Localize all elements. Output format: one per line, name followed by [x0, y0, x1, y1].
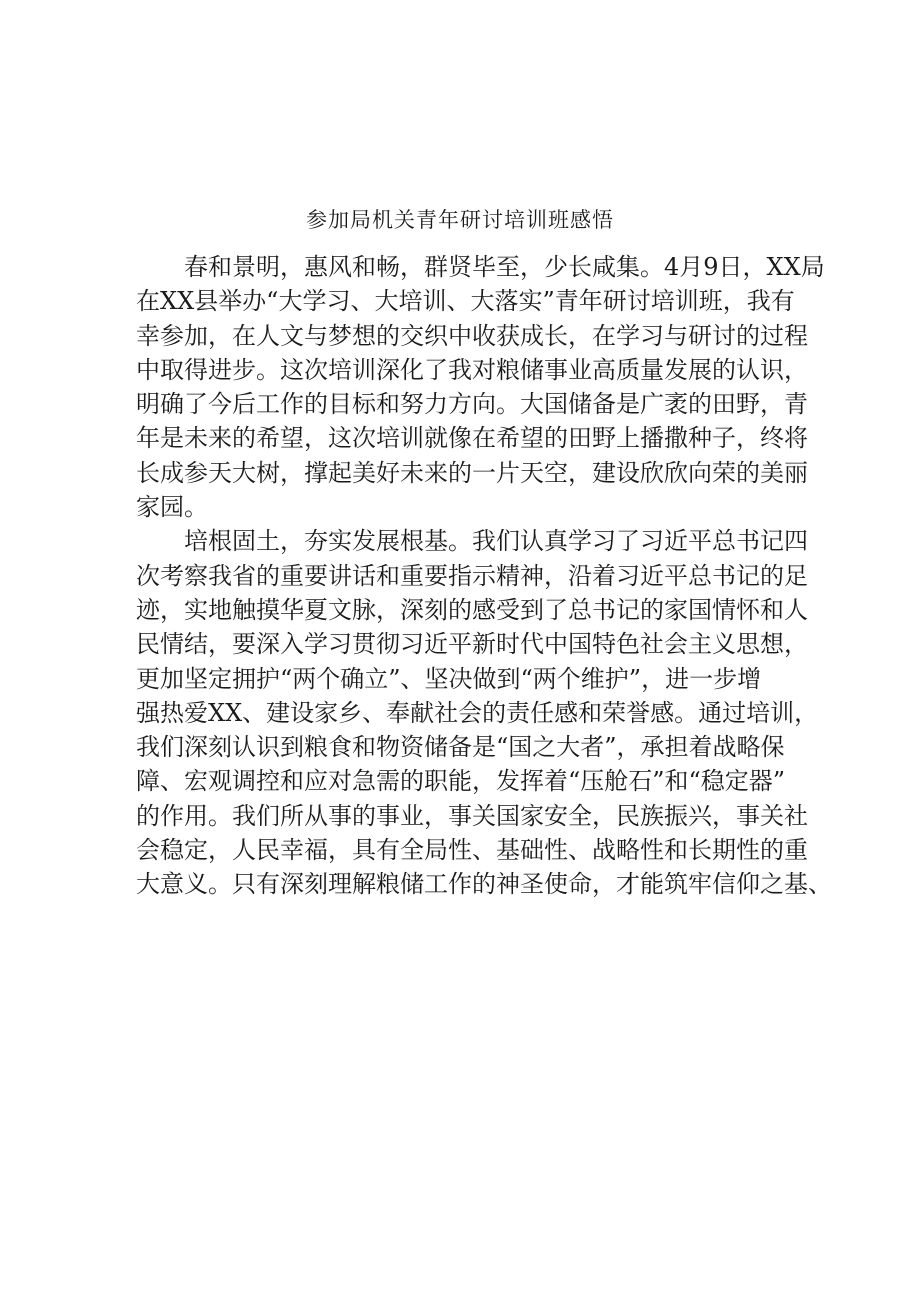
- text-line: 明确了今后工作的目标和努力方向。大国储备是广袤的田野，青: [136, 390, 808, 419]
- text-line: 年是未来的希望，这次培训就像在希望的田野上播撒种子，终将: [136, 424, 808, 453]
- text-line: 培根固土，夯实发展根基。我们认真学习了习近平总书记四: [184, 527, 808, 556]
- text-line: 的作用。我们所从事的事业，事关国家安全，民族振兴，事关社: [136, 801, 808, 830]
- text-line: 迹，实地触摸华夏文脉，深刻的感受到了总书记的家国情怀和人: [136, 595, 808, 624]
- text-line: 会稳定，人民幸福，具有全局性、基础性、战略性和长期性的重: [136, 836, 808, 865]
- text-line: 民情结，要深入学习贯彻习近平新时代中国特色社会主义思想，: [136, 630, 808, 659]
- text-line: 长成参天大树，撑起美好未来的一片天空，建设欣欣向荣的美丽: [136, 458, 808, 487]
- text-line: 中取得进步。这次培训深化了我对粮储事业高质量发展的认识，: [136, 355, 808, 384]
- text-line: 次考察我省的重要讲话和重要指示精神，沿着习近平总书记的足: [136, 561, 808, 590]
- text-line: 在XX县举办“大学习、大培训、大落实”青年研讨培训班，我有: [136, 287, 795, 316]
- text-line: 强热爱XX、建设家乡、奉献社会的责任感和荣誉感。通过培训，: [136, 698, 819, 727]
- text-line: 春和景明，惠风和畅，群贤毕至，少长咸集。4月9日，XX局: [184, 253, 825, 281]
- text-line: 幸参加，在人文与梦想的交织中收获成长，在学习与研讨的过程: [136, 321, 808, 350]
- text-line: 大意义。只有深刻理解粮储工作的神圣使命，才能筑牢信仰之基、: [136, 870, 832, 899]
- document-title: 参加局机关青年研讨培训班感悟: [306, 208, 614, 232]
- text-line: 我们深刻认识到粮食和物资储备是“国之大者”，承担着战略保: [136, 733, 785, 762]
- document-body: [136, 250, 832, 902]
- paragraph-2: [136, 524, 832, 901]
- text-line: 障、宏观调控和应对急需的职能，发挥着“压舱石”和“稳定器”: [136, 767, 786, 796]
- text-line: 更加坚定拥护“两个确立”、坚决做到“两个维护”，进一步增: [136, 664, 762, 693]
- paragraph-1: [136, 250, 825, 524]
- text-line: 家园。: [136, 493, 208, 522]
